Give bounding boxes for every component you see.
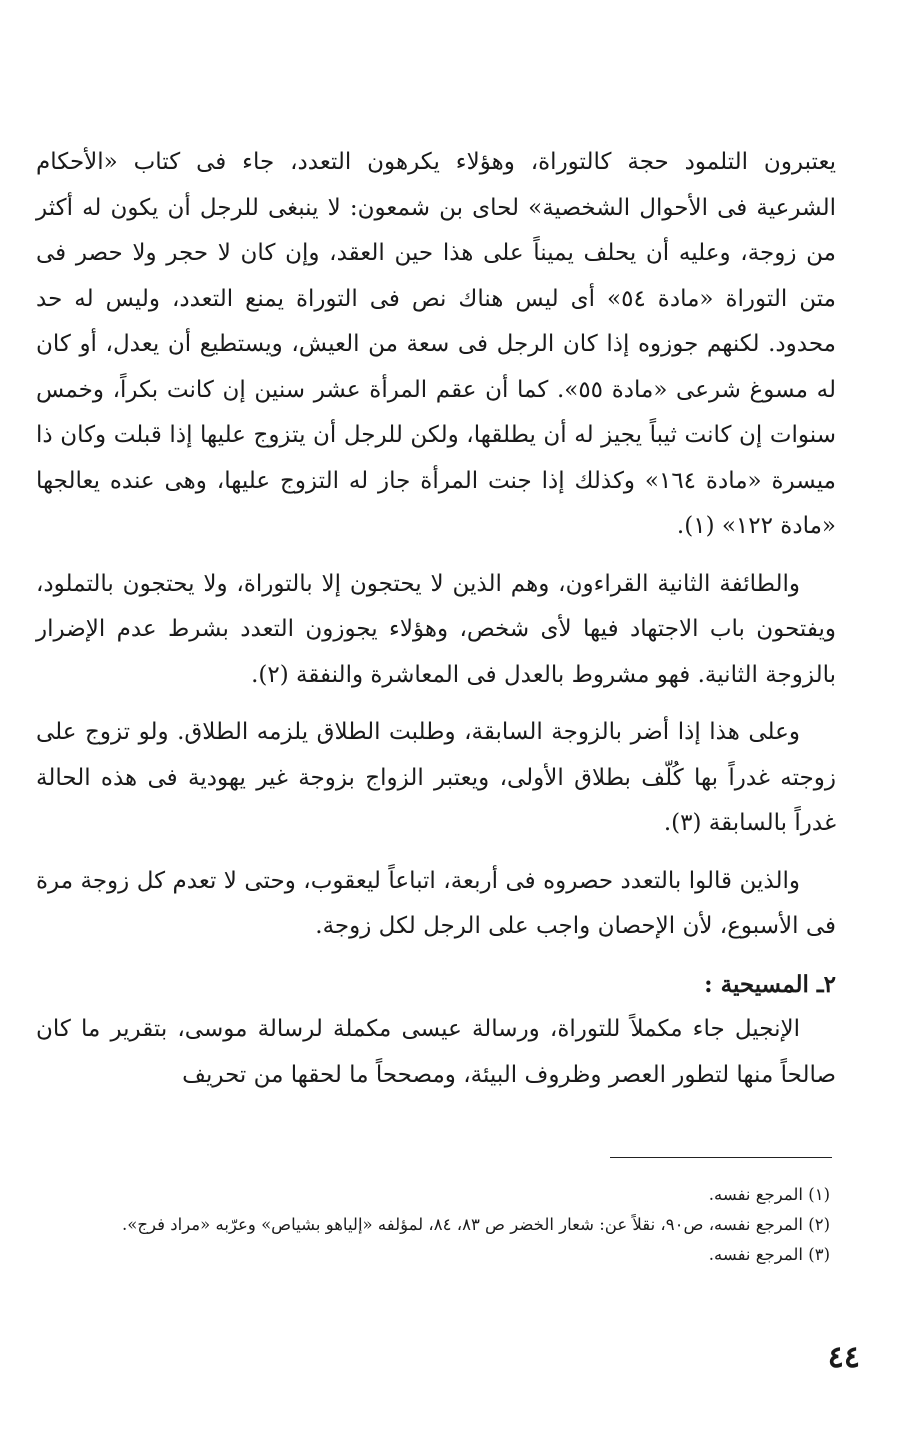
section-heading-christianity: ٢ـ المسيحية : bbox=[704, 970, 836, 998]
paragraph-talmud-rabbanites: يعتبرون التلمود حجة كالتوراة، وهؤلاء يكرهون التعدد، جاء فى كتاب «الأحكام الشرعية فى الأحوال الشخصية» لحاى بن شمعون: لا ينبغى للرجل أن يكون له أكثر من زوجة، وعليه أن يحلف يميناً على هذا حين العقد، وإن كان لا حجر ولا حصر فى متن التوراة «مادة ٥٤» أى ليس هناك نص فى التوراة يمنع التعدد، وليس له حد محدود. لكنهم جوزوه إذا كان الرجل فى سعة من العيش، ويستطيع أن يعدل، أو كان له مسوغ شرعى «مادة ٥٥». كما أن عقم المرأة عشر سنين إن كانت بكراً، وخمس سنوات إن كانت ثيباً يجيز له أن يطلقها، ولكن للرجل أن يتزوج عليها إذا قبلت وكان ذا ميسرة «مادة ١٦٤» وكذلك إذا جنت المرأة جاز له التزوج عليها، وهى عنده يعالجها «مادة ١٢٢» (١). bbox=[36, 149, 836, 539]
footnote-2: (٢) المرجع نفسه، ص٩٠، نقلاً عن: شعار الخضر ص ٨٣، ٨٤، لمؤلفه «إلياهو بشياص» وعرّبه «مراد فرج». bbox=[122, 1215, 830, 1234]
page-number: ٤٤ bbox=[827, 1340, 860, 1375]
paragraph-harm-to-wife: وعلى هذا إذا أضر بالزوجة السابقة، وطلبت الطلاق يلزمه الطلاق. ولو تزوج على زوجته غدراً بها كُلّف بطلاق الأولى، ويعتبر الزواج بزوجة غير يهودية فى هذه الحالة غدراً بالسابقة (٣). bbox=[36, 719, 836, 836]
main-text bbox=[36, 140, 836, 1098]
footnote-divider bbox=[610, 1157, 832, 1158]
paragraph-four-wives: والذين قالوا بالتعدد حصروه فى أربعة، اتباعاً ليعقوب، وحتى لا تعدم كل زوجة مرة فى الأسبوع، لأن الإحصان واجب على الرجل لكل زوجة. bbox=[36, 867, 836, 939]
footnote-1: (١) المرجع نفسه. bbox=[708, 1185, 830, 1204]
paragraph-gospel: الإنجيل جاء مكملاً للتوراة، ورسالة عيسى مكملة لرسالة موسى، بتقرير ما كان صالحاً منها لتطور العصر وظروف البيئة، ومصححاً ما لحقها من تحريف bbox=[36, 1016, 836, 1088]
footnotes bbox=[30, 1180, 830, 1270]
paragraph-karaites: والطائفة الثانية القراءون، وهم الذين لا يحتجون إلا بالتوراة، ولا يحتجون بالتملود، ويفتحون باب الاجتهاد فيها لأى شخص، وهؤلاء يجوزون التعدد بشرط عدم الإضرار بالزوجة الثانية. فهو مشروط بالعدل فى المعاشرة والنفقة (٢). bbox=[36, 570, 836, 688]
footnote-3: (٣) المرجع نفسه. bbox=[708, 1245, 830, 1264]
